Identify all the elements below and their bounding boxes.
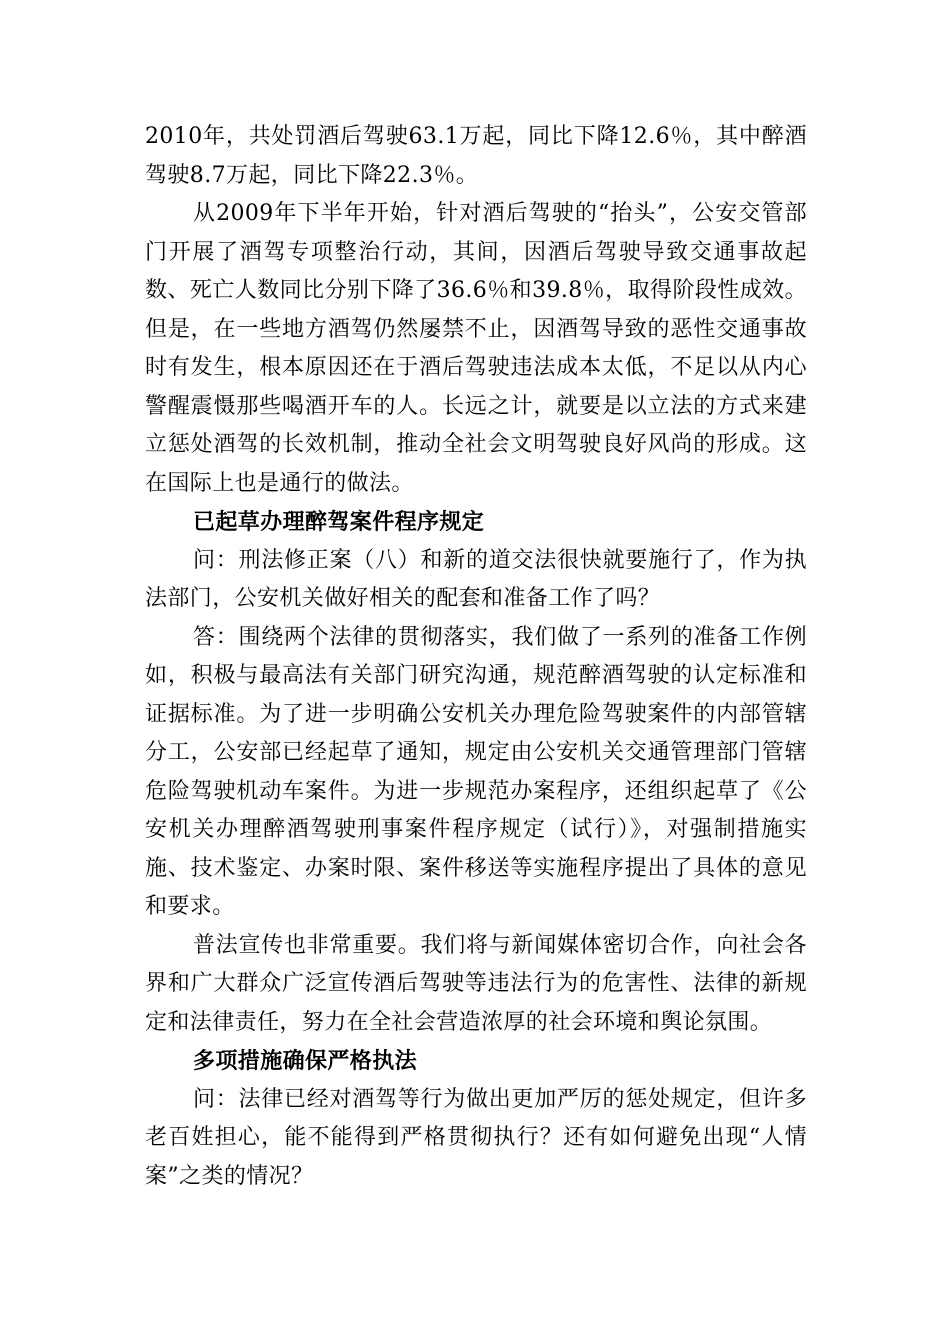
paragraph-answer-1: 答：围绕两个法律的贯彻落实，我们做了一系列的准备工作例如，积极与最高法有关部门研究沟通，规范醉酒驾驶的认定标准和证据标准。为了进一步明确公安机关办理危险驾驶案件的内部管辖分工，公安部已经起草了通知，规定由公安机关交通管理部门管辖危险驾驶机动车案件。为进一步规范办案程序，还组织起草了《公安机关办理醉酒驾驶刑事案件程序规定（试行）》，对强制措施实施、技术鉴定、办案时限、案件移送等实施程序提出了具体的意见和要求。 bbox=[145, 624, 807, 919]
paragraph-publicity: 普法宣传也非常重要。我们将与新闻媒体密切合作，向社会各界和广大群众广泛宣传酒后驾驶等违法行为的危害性、法律的新规定和法律责任，努力在全社会营造浓厚的社会环境和舆论氛围。 bbox=[145, 932, 807, 1035]
paragraph-question-2: 问：法律已经对酒驾等行为做出更加严厉的惩处规定，但许多老百姓担心，能不能得到严格贯彻执行？还有如何避免出现“人情案”之类的情况？ bbox=[145, 1086, 807, 1189]
document-page bbox=[145, 118, 807, 1196]
paragraph-campaign-results: 从2009年下半年开始，针对酒后驾驶的“抬头”，公安交管部门开展了酒驾专项整治行动，其间，因酒后驾驶导致交通事故起数、死亡人数同比分别下降了36.6％和39.8％，取得阶段性成效。但是，在一些地方酒驾仍然屡禁不止，因酒驾导致的恶性交通事故时有发生，根本原因还在于酒后驾驶违法成本太低，不足以从内心警醒震慑那些喝酒开车的人。长远之计，就要是以立法的方式来建立惩处酒驾的长效机制，推动全社会文明驾驶良好风尚的形成。这在国际上也是通行的做法。 bbox=[145, 201, 807, 496]
paragraph-question-1: 问：刑法修正案（八）和新的道交法很快就要施行了，作为执法部门，公安机关做好相关的配套和准备工作了吗？ bbox=[145, 547, 807, 611]
paragraph-drunk-driving-stats: 2010年，共处罚酒后驾驶63.1万起，同比下降12.6％，其中醉酒驾驶8.7万起，同比下降22.3％。 bbox=[145, 124, 807, 188]
section-heading-strict-enforcement: 多项措施确保严格执法 bbox=[193, 1048, 418, 1074]
section-heading-procedure-rules: 已起草办理醉驾案件程序规定 bbox=[193, 509, 485, 535]
